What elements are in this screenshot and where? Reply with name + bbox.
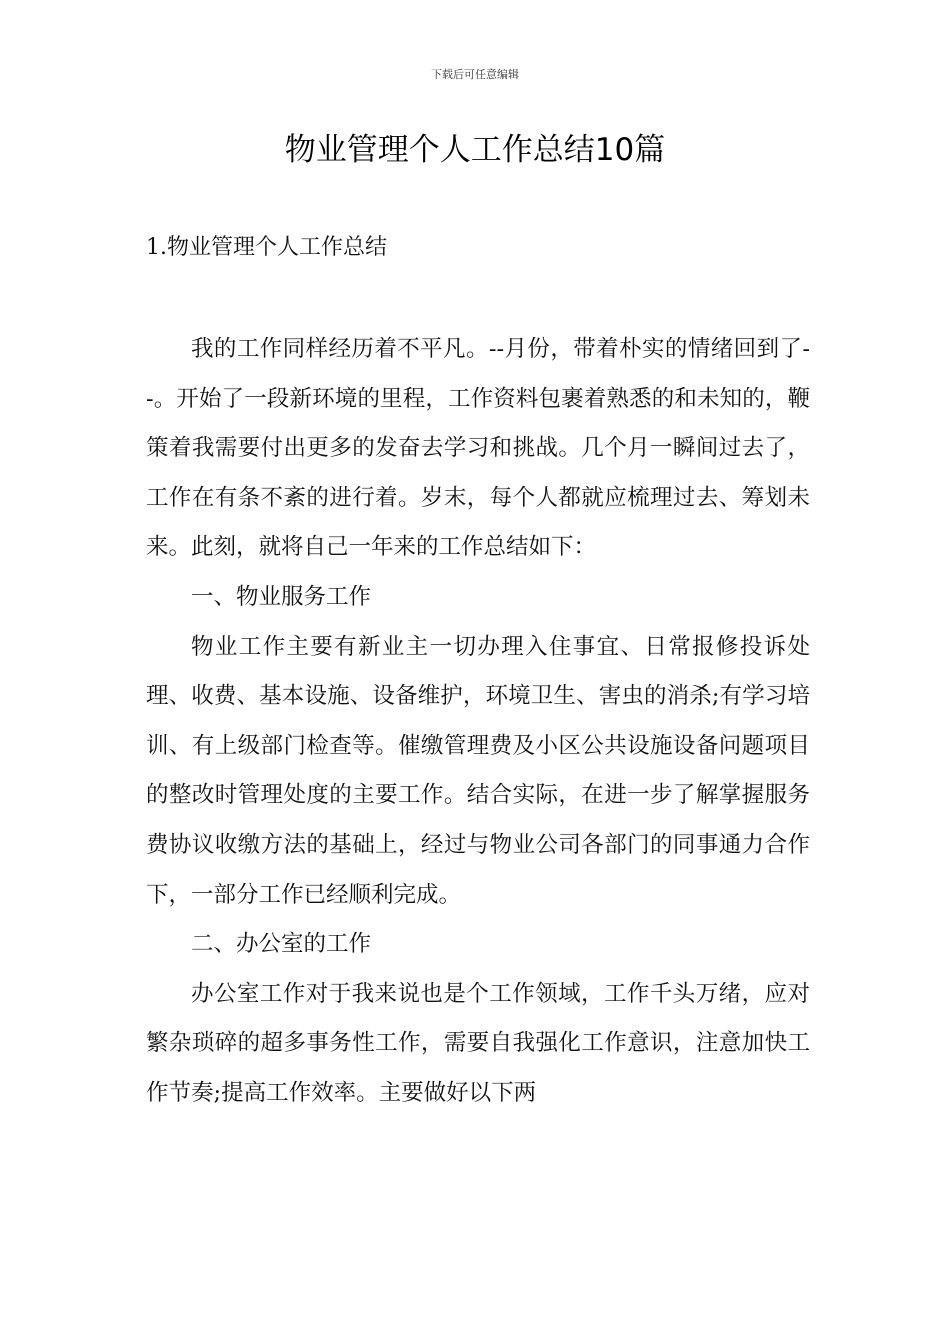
section-heading: 1.物业管理个人工作总结 [146,235,387,260]
document-title: 物业管理个人工作总结10篇 [284,132,666,168]
body-paragraph: 我的工作同样经历着不平凡。--月份，带着朴实的情绪回到了--。开始了一段新环境的里程，工作资料包裹着熟悉的和未知的，鞭策着我需要付出更多的发奋去学习和挑战。几个月一瞬间过去了，工作在有条不紊的进行着。岁末，每个人都就应梳理过去、筹划未来。此刻，就将自己一年来的工作总结如下： [146,336,810,561]
body-paragraph: 办公室工作对于我来说也是个工作领域，工作千头万绪，应对繁杂琐碎的超多事务性工作，需要自我强化工作意识，注意加快工作节奏;提高工作效率。主要做好以下两 [146,980,810,1106]
body-paragraph: 物业工作主要有新业主一切办理入住事宜、日常报修投诉处理、收费、基本设施、设备维护，环境卫生、害虫的消杀;有学习培训、有上级部门检查等。催缴管理费及小区公共设施设备问题项目的整改时管理处度的主要工作。结合实际，在进一步了解掌握服务费协议收缴方法的基础上，经过与物业公司各部门的同事通力合作下，一部分工作已经顺利完成。 [146,633,810,908]
header-note: 下载后可任意编辑 [431,68,519,81]
subsection-heading: 二、办公室的工作 [191,931,372,958]
document-body [146,325,810,1119]
subsection-heading: 一、物业服务工作 [191,583,372,610]
